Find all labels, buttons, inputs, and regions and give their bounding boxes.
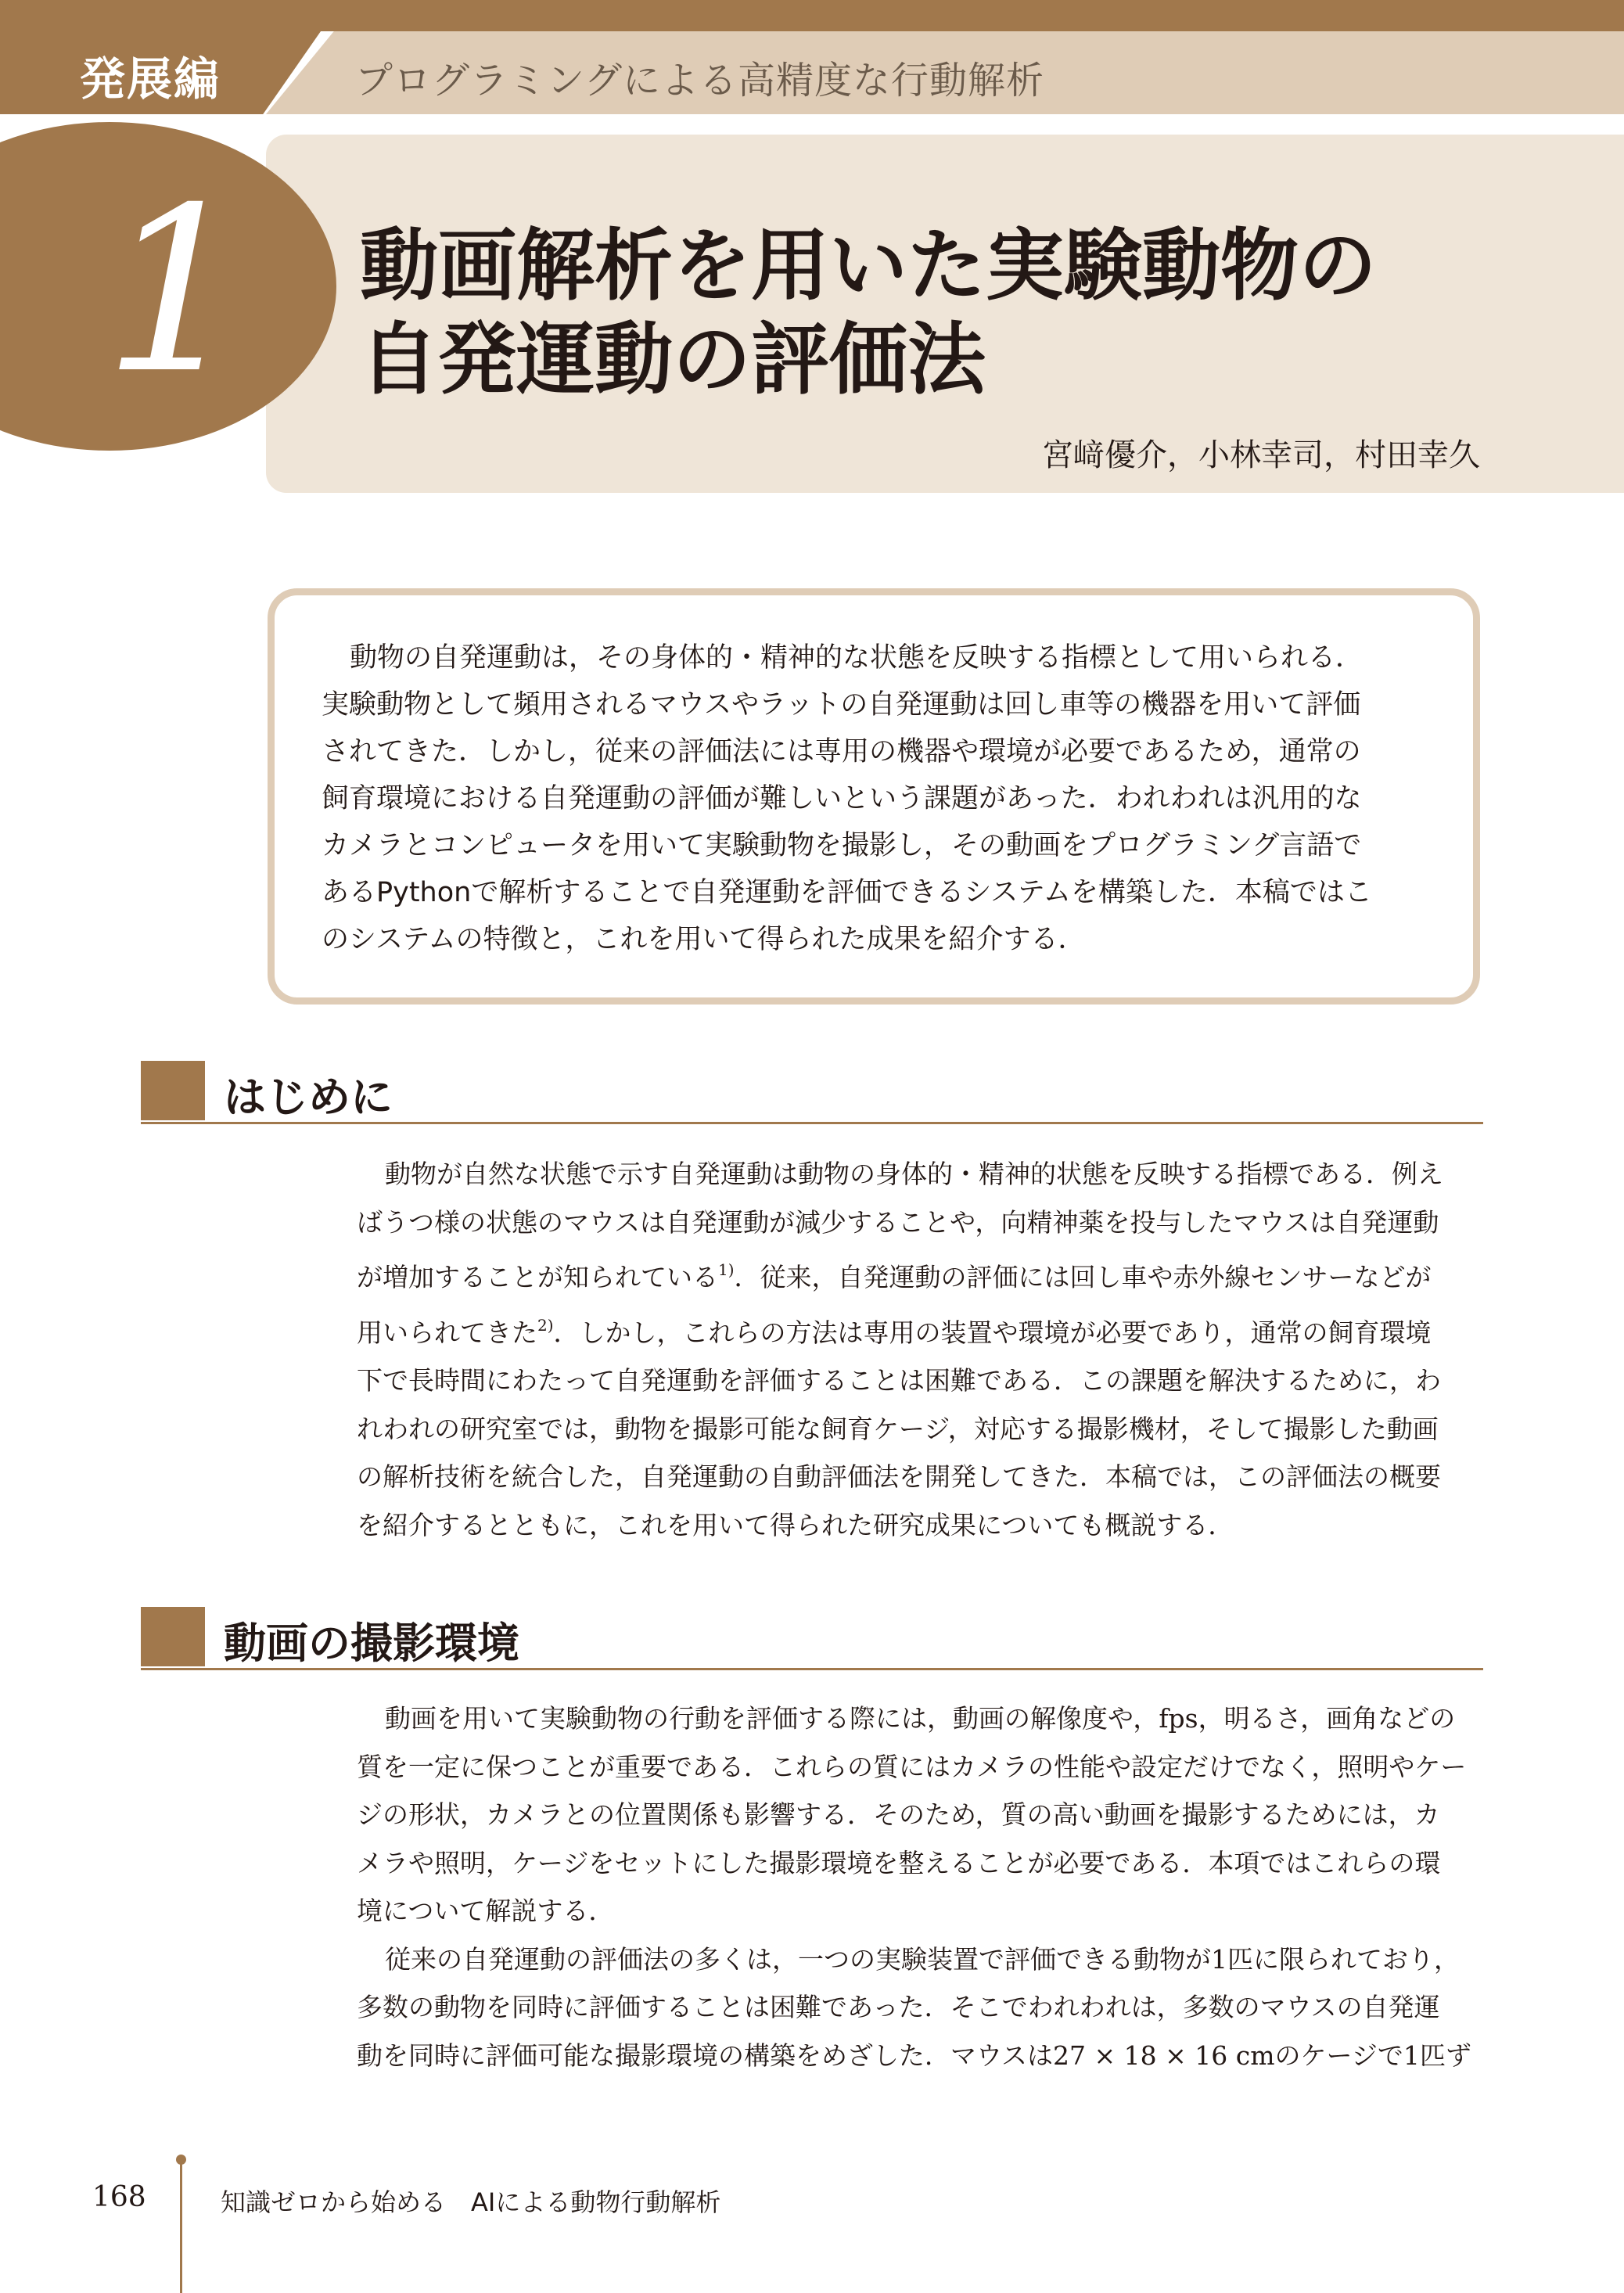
body-line: 動を同時に評価可能な撮影環境の構築をめざした．マウスは27 × 18 × 16 cmのケージで1匹ず xyxy=(357,2040,1471,2071)
section-rule xyxy=(141,1668,1483,1670)
abstract-line: 実験動物として頻用されるマウスやラットの自発運動は回し車等の機器を用いて評価 xyxy=(322,689,1361,721)
section-rule xyxy=(141,1122,1483,1124)
section-title: はじめに xyxy=(224,1073,393,1122)
chapter-number: 1 xyxy=(103,160,248,423)
section-body-recording-environment xyxy=(357,1695,1483,2079)
body-text-segment: ．従来，自発運動の評価には回し車や赤外線センサーなどが xyxy=(734,1262,1432,1292)
page-number: 168 xyxy=(92,2181,146,2213)
section-marker xyxy=(141,1607,205,1666)
body-line xyxy=(357,1246,1483,1302)
reference-mark: 2) xyxy=(537,1315,554,1335)
footer-rule xyxy=(180,2159,182,2293)
authors: 宮﨑優介，小林幸司，村田幸久 xyxy=(1042,437,1480,473)
abstract-line: 飼育環境における自発運動の評価が難しいという課題があった．われわれは汎用的な xyxy=(322,783,1362,814)
body-line: の解析技術を統合した，自発運動の自動評価法を開発してきた．本稿では，この評価法の概要 xyxy=(357,1461,1441,1492)
body-text-segment: 用いられてきた xyxy=(357,1317,537,1348)
abstract-line: カメラとコンピュータを用いて実験動物を撮影し，その動画をプログラミング言語で xyxy=(322,830,1362,861)
body-line: 質を一定に保つことが重要である．これらの質にはカメラの性能や設定だけでなく，照明やケー xyxy=(357,1751,1467,1782)
body-text-segment: が増加することが知られている xyxy=(357,1262,718,1292)
footer-dot xyxy=(176,2155,186,2165)
abstract-line: あるPythonで解析することで自発運動を評価できるシステムを構築した．本稿ではこ xyxy=(322,877,1372,908)
chapter-title xyxy=(360,219,1377,407)
section-heading-introduction xyxy=(141,1061,1483,1127)
body-line: れわれの研究室では，動物を撮影可能な飼育ケージ，対応する撮影機材，そして撮影した動画 xyxy=(357,1413,1439,1444)
body-line xyxy=(357,1302,1483,1357)
body-line: を紹介するとともに，これを用いて得られた研究成果についても概説する． xyxy=(357,1509,1234,1540)
chapter-title-line: 自発運動の評価法 xyxy=(360,314,986,405)
section-body-introduction xyxy=(357,1150,1483,1549)
body-line: 下で長時間にわたって自発運動を評価することは困難である．この課題を解決するために，わ xyxy=(357,1365,1441,1396)
section-title: 動画の撮影環境 xyxy=(224,1619,519,1668)
series-label: 発展編 xyxy=(80,52,221,106)
body-line: メラや照明，ケージをセットにした撮影環境を整えることが必要である．本項ではこれらの環 xyxy=(357,1847,1441,1878)
abstract-box xyxy=(268,588,1480,1005)
top-strip xyxy=(0,0,1624,31)
section-heading-recording-environment xyxy=(141,1607,1483,1673)
book-title: 知識ゼロから始める AIによる動物行動解析 xyxy=(221,2187,721,2217)
body-line: ばうつ様の状態のマウスは自発運動が減少することや，向精神薬を投与したマウスは自発運動 xyxy=(357,1206,1439,1238)
body-line: 多数の動物を同時に評価することは困難であった．そこでわれわれは，多数のマウスの自発運 xyxy=(357,1992,1440,2022)
section-marker xyxy=(141,1061,205,1120)
abstract-line: のシステムの特徴と，これを用いて得られた成果を紹介する． xyxy=(322,924,1086,955)
body-line: 動画を用いて実験動物の行動を評価する際には，動画の解像度や，fps，明るさ，画角などの xyxy=(385,1703,1456,1734)
body-line: ジの形状，カメラとの位置関係も影響する．そのため，質の高い動画を撮影するためには，カ xyxy=(357,1799,1440,1830)
chapter-title-line: 動画解析を用いた実験動物の xyxy=(360,220,1377,311)
abstract-line: 動物の自発運動は，その身体的・精神的な状態を反映する指標として用いられる． xyxy=(350,642,1364,674)
reference-mark: 1) xyxy=(718,1260,735,1279)
body-line: 動物が自然な状態で示す自発運動は動物の身体的・精神的状態を反映する指標である．例え xyxy=(385,1159,1443,1189)
body-text-segment: ．しかし，これらの方法は専用の装置や環境が必要であり，通常の飼育環境 xyxy=(553,1317,1432,1348)
body-line: 境について解説する． xyxy=(357,1896,615,1926)
body-line: 従来の自発運動の評価法の多くは，一つの実験装置で評価できる動物が1匹に限られており， xyxy=(385,1943,1460,1975)
series-subtitle: プログラミングによる高精度な行動解析 xyxy=(355,59,1045,102)
abstract-line: されてきた．しかし，従来の評価法には専用の機器や環境が必要であるため，通常の xyxy=(322,736,1361,767)
